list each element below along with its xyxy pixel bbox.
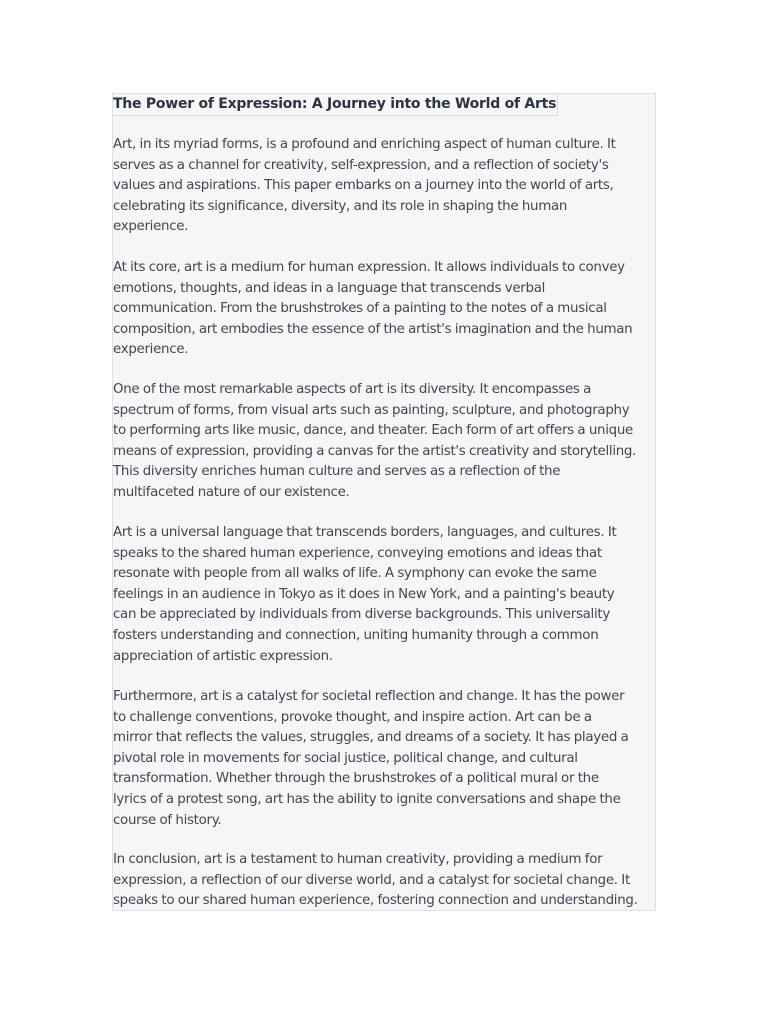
text-line: resonate with people from all walks of life. A symphony can evoke the same: [113, 566, 597, 582]
text-line: appreciation of artistic expression.: [113, 648, 333, 664]
text-line: communication. From the brushstrokes of a painting to the notes of a musical: [113, 301, 607, 317]
text-line: expression, a reflection of our diverse world, and a catalyst for societal change. It: [113, 872, 630, 888]
text-line: In conclusion, art is a testament to human creativity, providing a medium for: [113, 852, 603, 867]
paragraph-societal-change: [113, 687, 658, 831]
paragraph-diversity: [113, 380, 658, 504]
text-line: speaks to the shared human experience, conveying emotions and ideas that: [113, 545, 602, 561]
text-line: This diversity enriches human culture and serves as a reflection of the: [113, 464, 561, 480]
text-line: fosters understanding and connection, uniting humanity through a common: [113, 627, 599, 643]
text-line: to performing arts like music, dance, and theater. Each form of art offers a unique: [113, 423, 633, 439]
text-line: celebrating its significance, diversity, and its role in shaping the human: [113, 198, 568, 214]
text-line: transformation. Whether through the brushstrokes of a political mural or the: [113, 771, 599, 787]
text-line: means of expression, providing a canvas for the artist's creativity and storytelling.: [113, 443, 637, 459]
text-line: emotions, thoughts, and ideas in a language that transcends verbal: [113, 280, 546, 296]
text-line: composition, art embodies the essence of the artist's imagination and the human: [113, 321, 633, 337]
text-line: experience.: [113, 342, 189, 358]
paragraph-universal-language: [113, 523, 658, 667]
text-line: One of the most remarkable aspects of art is its diversity. It encompasses a: [113, 382, 592, 397]
paragraph-intro: [113, 135, 658, 238]
text-line: feelings in an audience in Tokyo as it does in New York, and a painting's beauty: [113, 586, 615, 602]
text-line: lyrics of a protest song, art has the ability to ignite conversations and shape the: [113, 791, 621, 807]
paragraph-conclusion: [113, 850, 658, 912]
text-line: Art, in its myriad forms, is a profound and enriching aspect of human culture. It: [113, 137, 616, 152]
text-line: to challenge conventions, provoke thought, and inspire action. Art can be a: [113, 709, 592, 725]
text-line: multifaceted nature of our existence.: [113, 484, 350, 500]
text-line: values and aspirations. This paper embarks on a journey into the world of arts,: [113, 178, 614, 194]
text-line: At its core, art is a medium for human expression. It allows individuals to convey: [113, 260, 625, 275]
document-title: The Power of Expression: A Journey into the World of Arts: [113, 93, 558, 116]
text-line: mirror that reflects the values, struggles, and dreams of a society. It has played a: [113, 730, 629, 746]
text-line: course of history.: [113, 812, 222, 828]
text-line: spectrum of forms, from visual arts such as painting, sculpture, and photography: [113, 402, 630, 418]
text-line: can be appreciated by individuals from diverse backgrounds. This universality: [113, 607, 610, 623]
text-line: speaks to our shared human experience, fostering connection and understanding.: [113, 893, 638, 909]
text-line: Art is a universal language that transcends borders, languages, and cultures. It: [113, 525, 617, 540]
text-line: pivotal role in movements for social justice, political change, and cultural: [113, 750, 578, 766]
paragraph-expression: [113, 258, 658, 361]
text-line: experience.: [113, 219, 189, 235]
text-line: serves as a channel for creativity, self-expression, and a reflection of society's: [113, 157, 609, 173]
text-line: Furthermore, art is a catalyst for societal reflection and change. It has the power: [113, 689, 625, 704]
